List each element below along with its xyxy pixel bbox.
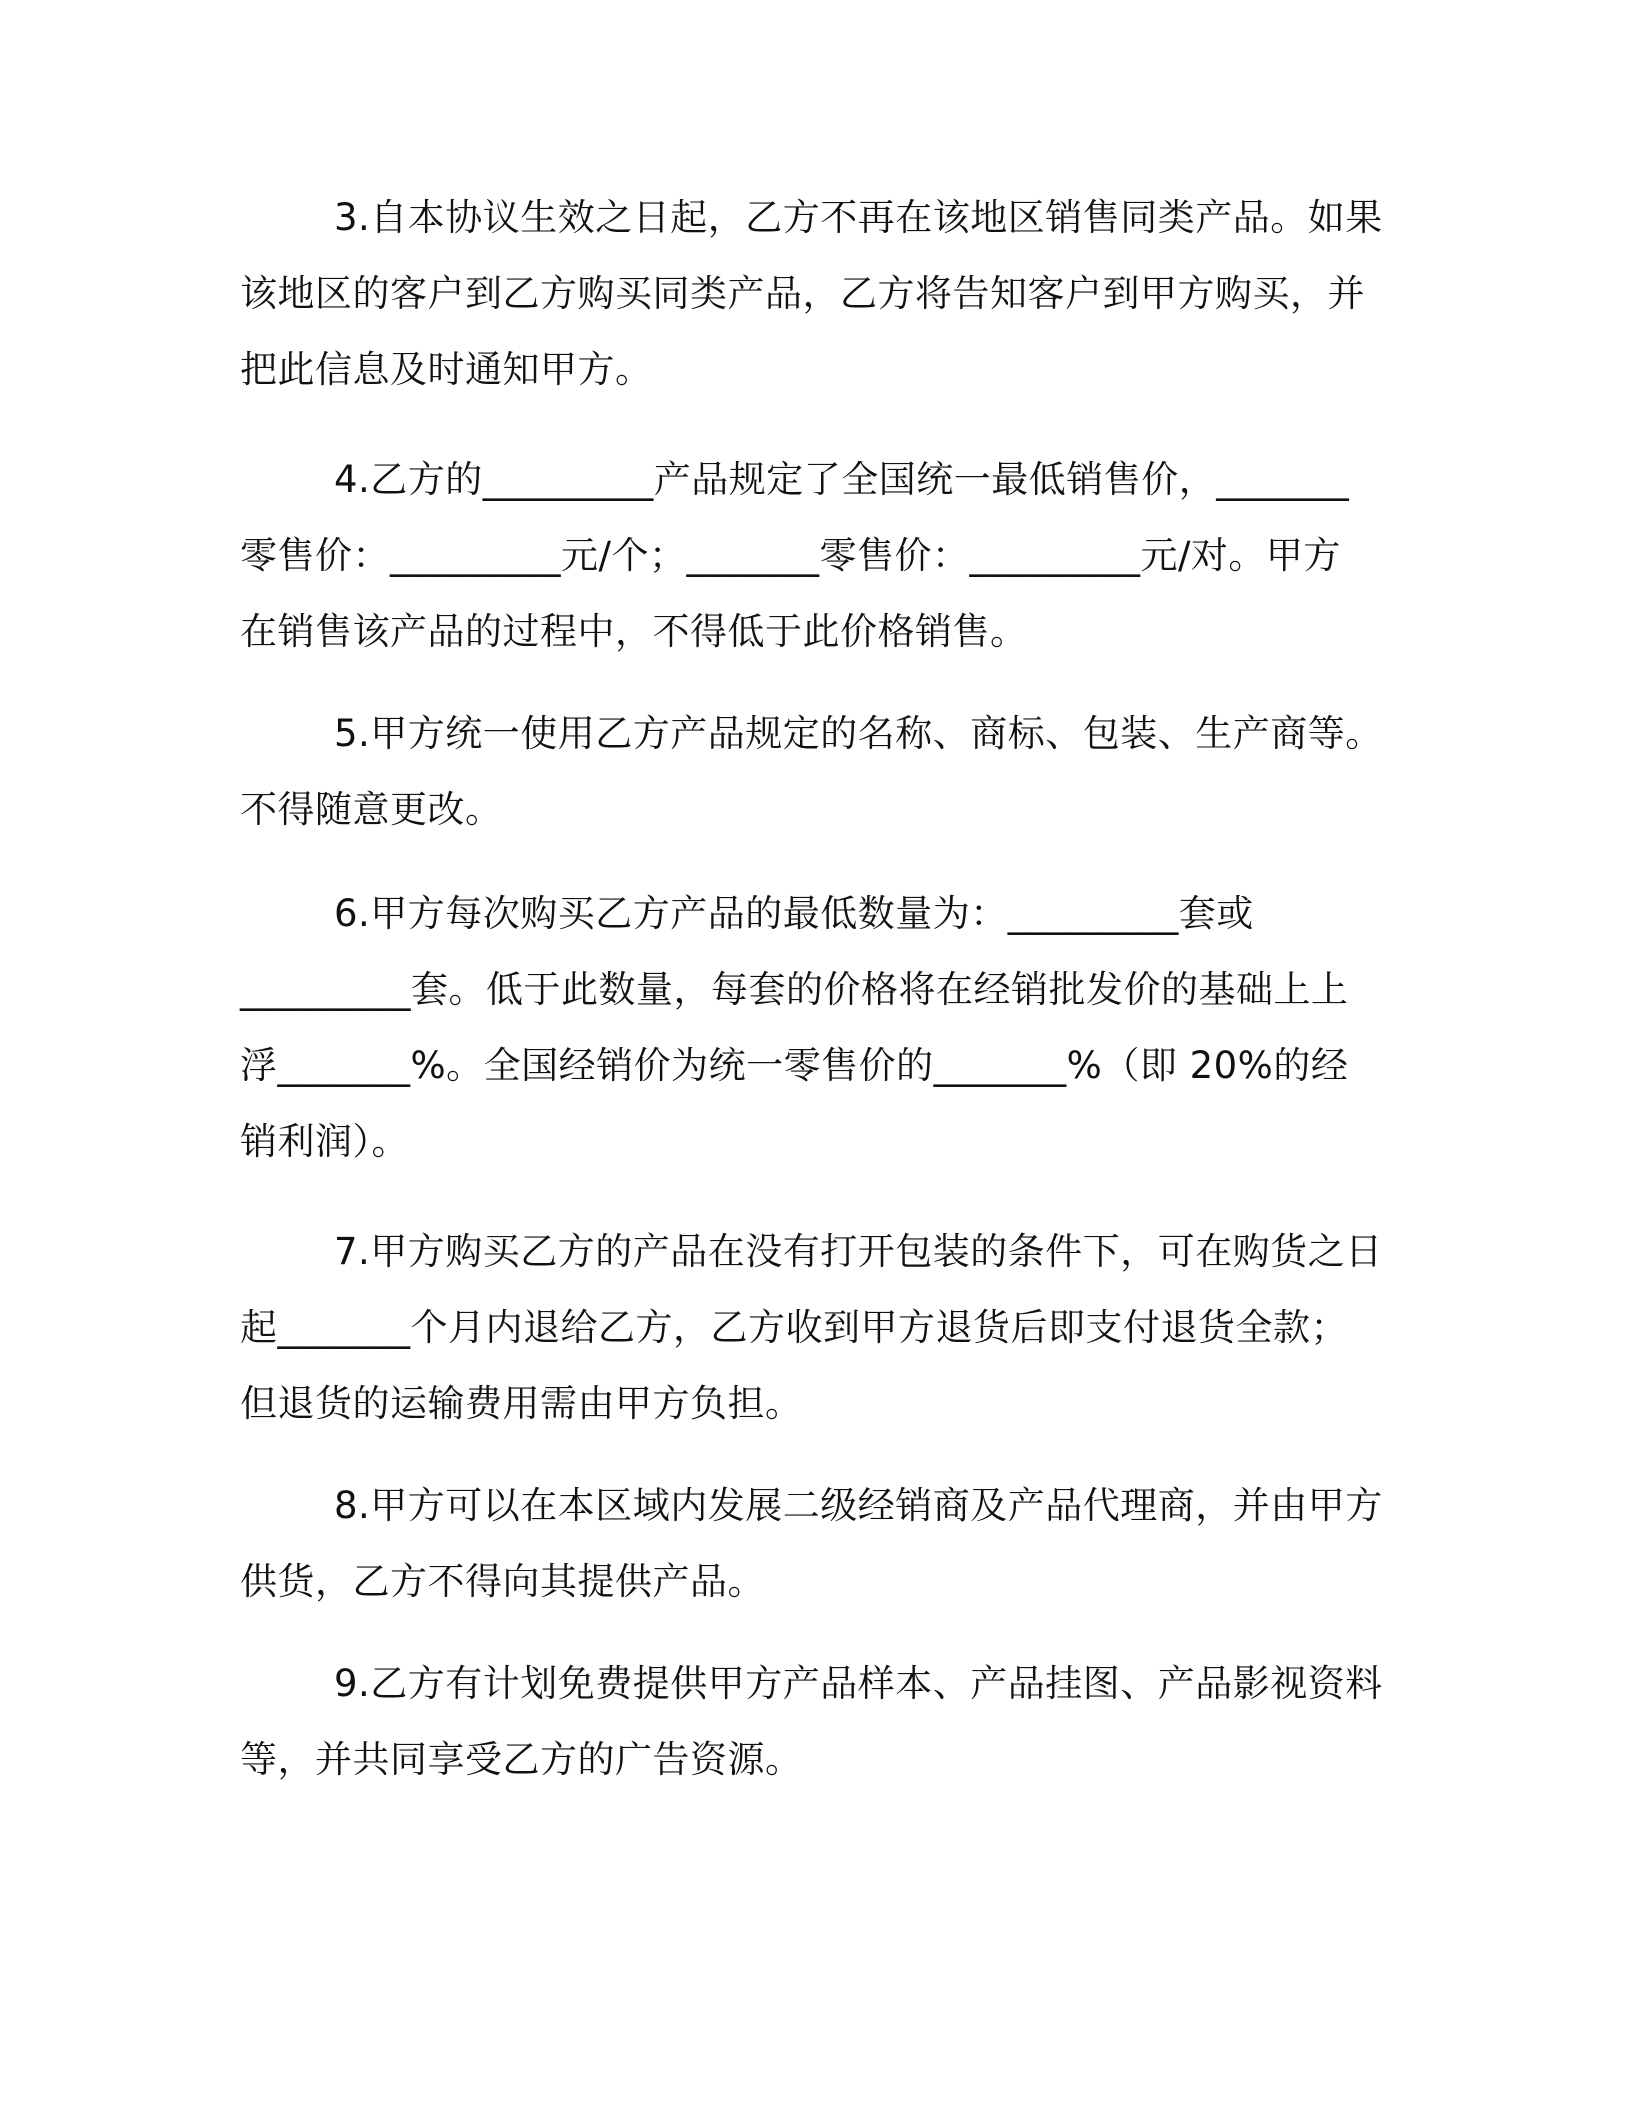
- clause-8: [240, 1468, 1390, 1620]
- clause-5: [240, 696, 1390, 848]
- clause-line: 该地区的客户到乙方购买同类产品，乙方将告知客户到甲方购买，并: [240, 272, 1365, 315]
- clause-line: 浮_______%。全国经销价为统一零售价的_______%（即 20%的经: [240, 1044, 1349, 1087]
- clause-line: 把此信息及时通知甲方。: [240, 348, 653, 391]
- clause-7: [240, 1214, 1390, 1442]
- clause-line: 9.乙方有计划免费提供甲方产品样本、产品挂图、产品影视资料: [334, 1662, 1383, 1705]
- clause-line: 8.甲方可以在本区域内发展二级经销商及产品代理商，并由甲方: [334, 1484, 1383, 1527]
- clause-line: 等，并共同享受乙方的广告资源。: [240, 1738, 803, 1781]
- clause-line: 7.甲方购买乙方的产品在没有打开包装的条件下，可在购货之日: [334, 1230, 1383, 1273]
- clause-line: 3.自本协议生效之日起，乙方不再在该地区销售同类产品。如果: [334, 196, 1383, 239]
- clause-line: 6.甲方每次购买乙方产品的最低数量为：_________套或: [334, 892, 1254, 935]
- clause-line: 5.甲方统一使用乙方产品规定的名称、商标、包装、生产商等。: [334, 712, 1383, 755]
- clause-line: 零售价：_________元/个；_______零售价：_________元/对。甲方: [240, 534, 1341, 577]
- clause-4: [240, 442, 1390, 670]
- clause-line: 供货，乙方不得向其提供产品。: [240, 1560, 765, 1603]
- clause-line: 起_______个月内退给乙方，乙方收到甲方退货后即支付退货全款；: [240, 1306, 1348, 1349]
- clause-line: _________套。低于此数量，每套的价格将在经销批发价的基础上上: [240, 968, 1349, 1011]
- clause-line: 4.乙方的_________产品规定了全国统一最低销售价，_______: [334, 458, 1350, 501]
- clause-3: [240, 180, 1390, 408]
- clause-line: 但退货的运输费用需由甲方负担。: [240, 1382, 803, 1425]
- clause-line: 销利润）。: [240, 1120, 409, 1163]
- clause-line: 不得随意更改。: [240, 788, 503, 831]
- clause-9: [240, 1646, 1390, 1798]
- clause-line: 在销售该产品的过程中，不得低于此价格销售。: [240, 610, 1028, 653]
- clause-6: [240, 876, 1390, 1180]
